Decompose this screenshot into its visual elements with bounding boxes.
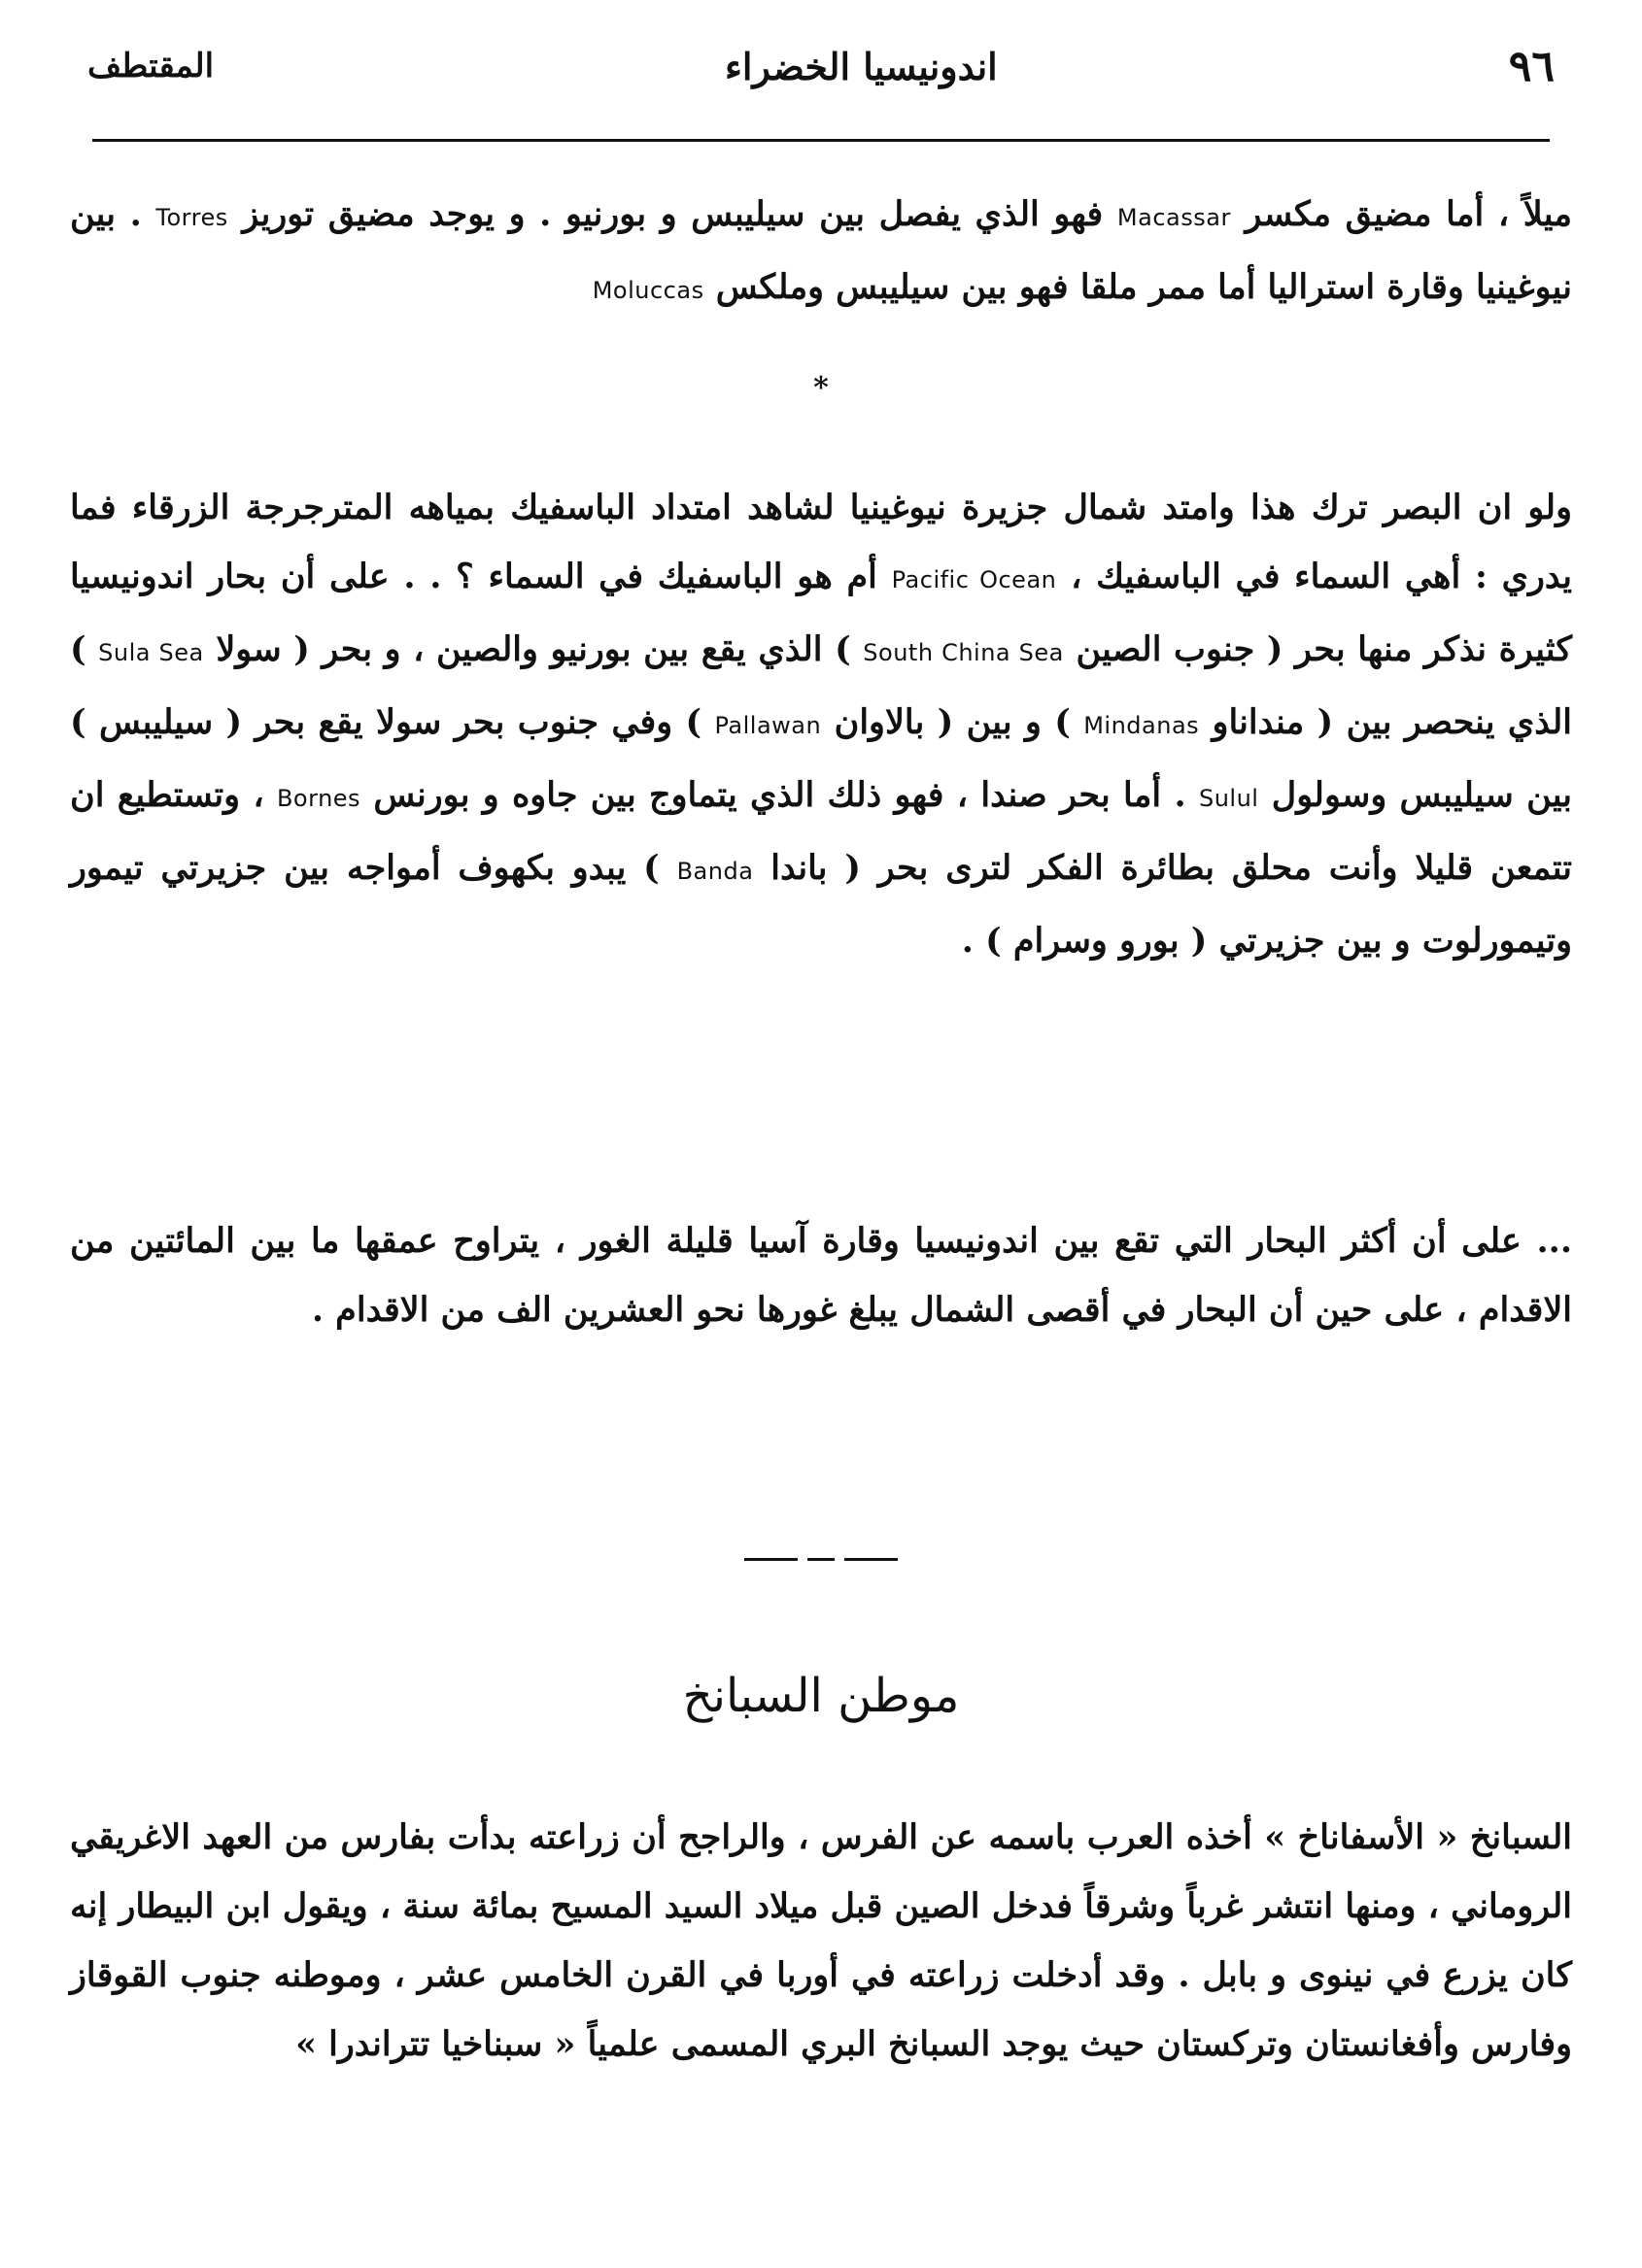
paragraph-spinach: السبانخ « الأسفاناخ » أخذه العرب باسمه عن الفرس ، والراجح أن زراعته بدأت بفارس من العهد الاغريقي الروماني ، ومنها انتشر غرباً وشرقاً فدخل الصين قبل ميلاد السيد المسيح بمائة سنة ، ويقول ابن البيطار إنه كان يزرع في نينوى و بابل . وقد أدخلت زراعته في أوربا في القرن الخامس عشر ، وموطنه جنوب القوقاز وفارس وأفغانستان وتركستان حيث يوجد السبانخ البري المسمى علمياً « سبناخيا تتراندرا »: [70, 1817, 1573, 2064]
page-number: ٩٦: [1508, 41, 1555, 91]
paragraph-straits: [70, 180, 1572, 325]
header-rule: [92, 139, 1550, 142]
p2-latin-sula: Sula Sea: [98, 639, 204, 666]
divider-dash: [744, 1558, 798, 1561]
p1-text-1: ميلاً ، أما مضيق مكسر: [1245, 194, 1573, 234]
p1-text-2: فهو الذي يفصل بين سيليبس و بورنيو . و يوجد مضيق توريز: [242, 194, 1104, 234]
running-head: [87, 27, 1555, 105]
p2-latin-banda: Banda: [676, 858, 754, 885]
p2-latin-pacific: Pacific Ocean: [891, 566, 1057, 593]
p2-latin-mindanas: Mindanas: [1083, 712, 1200, 739]
section-title: موطن السبانخ: [682, 1669, 960, 1723]
divider-dash: [844, 1558, 898, 1561]
section-divider: [0, 1558, 1642, 1561]
p2-text-3: ) الذي يقع بين بورنيو والصين ، و بحر ( سولا: [216, 629, 851, 669]
journal-name: المقتطف: [87, 47, 215, 85]
p2-text-4: ) الذي ينحصر بين ( منداناو: [70, 629, 1573, 742]
p2-text-9: ) يبدو بكهوف أمواجه بين جزيرتي تيمور وتيمورلوت و بين جزيرتي ( بورو وسرام ) .: [70, 848, 1572, 961]
p2-text-5: ) و بين ( بالاوان: [834, 702, 1071, 742]
p2-latin-pallawan: Pallawan: [714, 712, 822, 739]
p1-latin-moluccas: Moluccas: [592, 277, 704, 304]
p2-text-6: ) وفي جنوب بحر سولا يقع بحر ( سيليبس ) بين سيليبس وسولول: [70, 702, 1573, 815]
p1-latin-macassar: Macassar: [1116, 204, 1231, 231]
p2-latin-sulul: Sulul: [1198, 785, 1259, 812]
running-title: اندونيسيا الخضراء: [725, 44, 998, 88]
p1-latin-torres: Torres: [155, 204, 228, 231]
p2-text-2: أم هو الباسفيك في السماء ؟ . . على أن بحار اندونيسيا كثيرة نذكر منها بحر ( جنوب الصين: [70, 557, 1573, 669]
p1-text-3: . بين نيوغينيا وقارة استراليا أما ممر ملقا فهو بين سيليبس وملكس: [70, 194, 1572, 307]
p2-text-1: ولو ان البصر ترك هذا وامتد شمال جزيرة نيوغينيا لشاهد امتداد الباسفيك بمياهه المترجرجة الزرقاء فما يدري : أهي السماء في الباسفيك ،: [70, 488, 1573, 596]
p2-latin-south-china: South China Sea: [863, 639, 1064, 666]
p2-latin-bornes: Bornes: [276, 785, 361, 812]
p2-text-8: ، وتستطيع ان تتمعن قليلا وأنت محلق بطائرة الفكر لترى بحر ( باندا: [70, 775, 1573, 888]
separator-asterisk: *: [813, 371, 829, 405]
divider-dash: [807, 1558, 835, 1561]
paragraph-seas: [70, 473, 1572, 975]
paragraph-depths: ... على أن أكثر البحار التي تقع بين اندونيسيا وقارة آسيا قليلة الغور ، يتراوح عمقها ما بين المائتين من الاقدام ، على حين أن البحار في أقصى الشمال يبلغ غورها نحو العشرين الف من الاقدام .: [70, 1221, 1572, 1330]
p2-text-7: . أما بحر صندا ، فهو ذلك الذي يتماوج بين جاوه و بورنس: [373, 775, 1186, 815]
